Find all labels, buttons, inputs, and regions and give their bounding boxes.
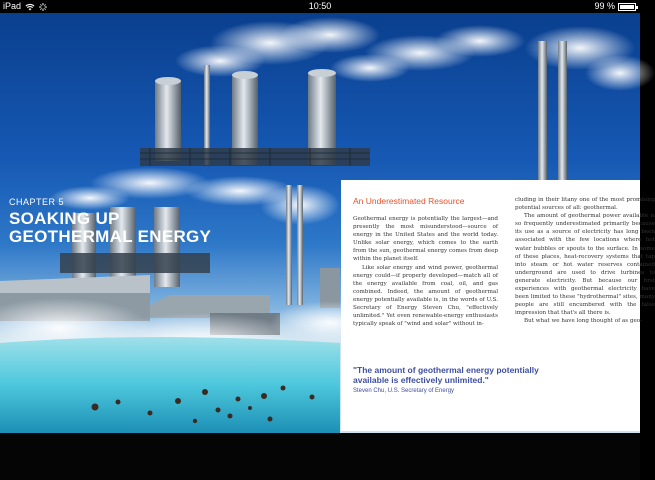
paragraph: cluding in their litany one of the most promising potential sources of all: geothermal. <box>515 197 655 212</box>
pull-quote-attribution: Steven Chu, U.S. Secretary of Energy <box>353 388 455 394</box>
bottom-bar <box>0 433 640 480</box>
battery-percent: 99 % <box>594 1 615 11</box>
article-column-1 <box>353 196 498 328</box>
battery-icon <box>618 3 636 11</box>
chapter-title <box>9 210 211 246</box>
paragraph: Geothermal energy is potentially the largest—and presently the most misunderstood—source of energy in the United States and the world today. Unlike solar energy, which comes to the earth from the sun, geothermal energy comes from deep within the planet itself. <box>353 216 498 263</box>
pull-quote: "The amount of geothermal energy potentially available is effectively unlimited." <box>353 365 539 385</box>
paragraph: The amount of geothermal power available is so frequently underestimated primarily because its use as a source of electricity has long been associated with the few locations where hot water bubbles or spouts to the surface. In some of these places, heat-recovery systems that tap into steam or hot water reserves contained underground are used to drive turbines to generate electricity. But because our first experiences with geothermal electricity have been limited to these "hydrothermal" sites, many people are still encumbered with the false impression that that's all there is. <box>515 213 655 317</box>
article-page[interactable] <box>341 180 655 431</box>
chapter-number: CHAPTER 5 <box>9 197 65 207</box>
clock: 10:50 <box>308 1 332 11</box>
chapter-title-line-1: SOAKING UP <box>9 209 120 228</box>
status-bar <box>0 0 640 13</box>
paragraph: Like solar energy and wind power, geothermal energy could—if properly developed—match all of the energy available from coal, oil, and gas combined. Indeed, the amount of geothermal energy potentially available is, in the words of U.S. Secretary of Energy Steven Chu, "effectively unlimited." Yet even renewable-energy enthusiasts typically speak of "wind and solar" without in- <box>353 264 498 328</box>
article-column-2 <box>515 196 655 326</box>
chapter-title-line-2: GEOTHERMAL ENERGY <box>9 227 212 246</box>
paragraph: But what we have long thought of as geo- <box>524 318 643 325</box>
section-heading: An Underestimated Resource <box>353 196 465 206</box>
battery-level <box>620 5 634 9</box>
device-name: iPad <box>3 1 22 11</box>
